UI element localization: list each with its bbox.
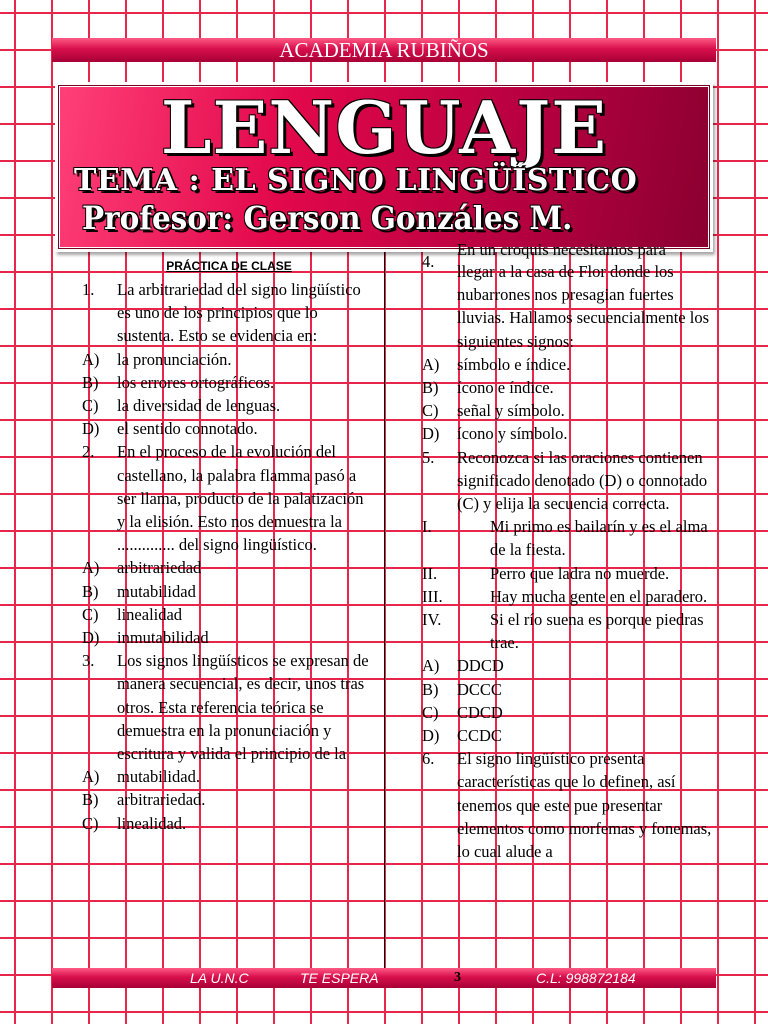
item-text: Los signos lingüísticos se expresan de manera secuencial, es decir, unos tras otros. Esta referencia teórica se demuestra en la pronunciación y escritura y valida el principio de la bbox=[117, 651, 369, 764]
item-label: 1. bbox=[82, 280, 95, 299]
item-text: mutabilidad. bbox=[117, 767, 200, 787]
question-item bbox=[422, 399, 722, 422]
item-label: C) bbox=[82, 813, 99, 833]
item-text: ícono y símbolo. bbox=[457, 424, 568, 444]
item-label: IV. bbox=[422, 610, 442, 630]
item-label: B) bbox=[82, 372, 99, 392]
item-text: símbolo e índice. bbox=[457, 354, 571, 374]
item-text: CDCD bbox=[457, 702, 503, 722]
item-text: DCCC bbox=[457, 679, 502, 699]
question-item bbox=[422, 376, 722, 399]
page-number: 3 bbox=[454, 970, 461, 985]
item-label: A) bbox=[82, 558, 100, 578]
question-item bbox=[82, 765, 372, 788]
item-label: B) bbox=[82, 581, 99, 601]
item-label: D) bbox=[82, 628, 100, 648]
item-text: CCDC bbox=[457, 726, 502, 746]
item-text: linealidad. bbox=[117, 813, 187, 833]
item-text: señal y símbolo. bbox=[457, 401, 565, 421]
item-label: D) bbox=[422, 726, 440, 746]
footer-middle-text: TE ESPERA bbox=[300, 970, 379, 986]
item-label: C) bbox=[82, 604, 99, 624]
item-label: D) bbox=[82, 419, 100, 439]
item-text: En un croquis necesitamos para bbox=[457, 240, 666, 259]
item-label: B) bbox=[82, 790, 99, 810]
item-label: A) bbox=[82, 767, 100, 787]
item-text: Reconozca si las oraciones contienen significado denotado (D) o connotado (C) y elija la secuencia correcta. bbox=[457, 447, 708, 514]
item-label: A) bbox=[82, 349, 100, 369]
question-item bbox=[82, 812, 372, 835]
topic-title: TEMA : EL SIGNO LINGÜÍSTICO bbox=[74, 163, 638, 198]
item-label: C) bbox=[422, 702, 439, 722]
item-text: Perro que ladra no muerde. bbox=[490, 563, 670, 583]
question-item bbox=[422, 260, 722, 353]
question-item bbox=[82, 440, 372, 556]
title-banner bbox=[55, 82, 713, 252]
statement-item bbox=[422, 608, 722, 654]
cut-off-line bbox=[422, 240, 722, 271]
question-item bbox=[422, 446, 722, 516]
right-column bbox=[422, 240, 722, 863]
question-item bbox=[82, 788, 372, 811]
item-text: mutabilidad bbox=[117, 581, 196, 601]
footer-left-text: LA U.N.C bbox=[190, 970, 249, 986]
item-text: la diversidad de lenguas. bbox=[117, 396, 281, 416]
item-text: arbitrariedad. bbox=[117, 790, 206, 810]
item-text: ícono e índice. bbox=[457, 378, 554, 398]
item-text: inmutabilidad bbox=[117, 628, 209, 648]
item-label: 6. bbox=[422, 749, 435, 769]
item-text: llegar a la casa de Flor donde los nubarrones nos presagian fuertes lluvias. Hallamos secuencialmente los siguientes signos: bbox=[457, 262, 710, 351]
academy-name: ACADEMIA RUBIÑOS bbox=[279, 38, 489, 62]
question-item bbox=[82, 580, 372, 603]
item-label: A) bbox=[422, 354, 440, 374]
item-text: DDCD bbox=[457, 656, 504, 676]
item-label: 3. bbox=[82, 651, 95, 671]
question-item bbox=[82, 417, 372, 440]
question-item bbox=[422, 724, 722, 747]
practice-heading: PRÁCTICA DE CLASE bbox=[166, 259, 292, 273]
footer-phone: C.L: 998872184 bbox=[536, 970, 636, 986]
question-item bbox=[82, 649, 372, 765]
footer-bar bbox=[52, 968, 716, 988]
item-label: II. bbox=[422, 563, 438, 583]
question-item bbox=[82, 626, 372, 649]
question-item bbox=[422, 701, 722, 724]
item-text: linealidad bbox=[117, 604, 183, 624]
item-text: los errores ortográficos. bbox=[117, 372, 275, 392]
roman-statement-list bbox=[422, 515, 722, 654]
item-text: el sentido connotado. bbox=[117, 419, 258, 439]
title-banner-inner bbox=[59, 86, 709, 248]
academy-header-bar bbox=[52, 38, 716, 62]
statement-item bbox=[422, 562, 722, 585]
right-answer-list bbox=[422, 654, 722, 863]
item-label: B) bbox=[422, 679, 439, 699]
item-label: 2. bbox=[82, 442, 95, 462]
item-label: 4. bbox=[422, 252, 435, 271]
item-label: I. bbox=[422, 517, 432, 537]
question-item bbox=[82, 556, 372, 579]
item-text: Si el río suena es porque piedras trae. bbox=[490, 610, 704, 653]
item-text: arbitrariedad bbox=[117, 558, 202, 578]
question-item bbox=[422, 678, 722, 701]
item-label: III. bbox=[422, 586, 443, 606]
column-divider bbox=[384, 252, 385, 970]
statement-item bbox=[422, 585, 722, 608]
question-item bbox=[422, 747, 722, 863]
subject-title: LENGUAJE bbox=[160, 85, 608, 170]
item-label: C) bbox=[82, 396, 99, 416]
question-item bbox=[422, 422, 722, 445]
question-item bbox=[82, 394, 372, 417]
item-label bbox=[422, 260, 457, 353]
left-question-list bbox=[82, 278, 372, 835]
question-item bbox=[82, 371, 372, 394]
item-text: La arbitrariedad del signo lingüístico es uno de los principios que lo sustenta. Esto se evidencia en: bbox=[117, 280, 361, 346]
item-text: Mi primo es bailarín y es el alma de la fiesta. bbox=[490, 517, 708, 560]
item-text: la pronunciación. bbox=[117, 349, 232, 369]
question-item bbox=[422, 654, 722, 677]
question-item bbox=[82, 603, 372, 626]
item-label: 5. bbox=[422, 447, 435, 467]
teacher-name: Profesor: Gerson Gonzáles M. bbox=[82, 199, 573, 237]
right-question-list bbox=[422, 260, 722, 515]
item-label: C) bbox=[422, 401, 439, 421]
question-item bbox=[422, 353, 722, 376]
statement-item bbox=[422, 515, 722, 561]
question-item bbox=[82, 278, 372, 348]
item-text: En el proceso de la evolución del castellano, la palabra flamma pasó a ser llama, producto de la palatización y la elisión. Esto nos demuestra la .............. del signo lingüístico. bbox=[117, 442, 364, 555]
question-item bbox=[82, 348, 372, 371]
item-label: B) bbox=[422, 378, 439, 398]
item-text: Hay mucha gente en el paradero. bbox=[490, 586, 708, 606]
left-column bbox=[82, 254, 372, 835]
item-label: D) bbox=[422, 424, 440, 444]
item-text: El signo lingüístico presenta características que lo definen, así tenemos que este pue presentar elementos como morfemas y fonemas, lo cual alude a bbox=[457, 749, 712, 862]
item-label: A) bbox=[422, 656, 440, 676]
